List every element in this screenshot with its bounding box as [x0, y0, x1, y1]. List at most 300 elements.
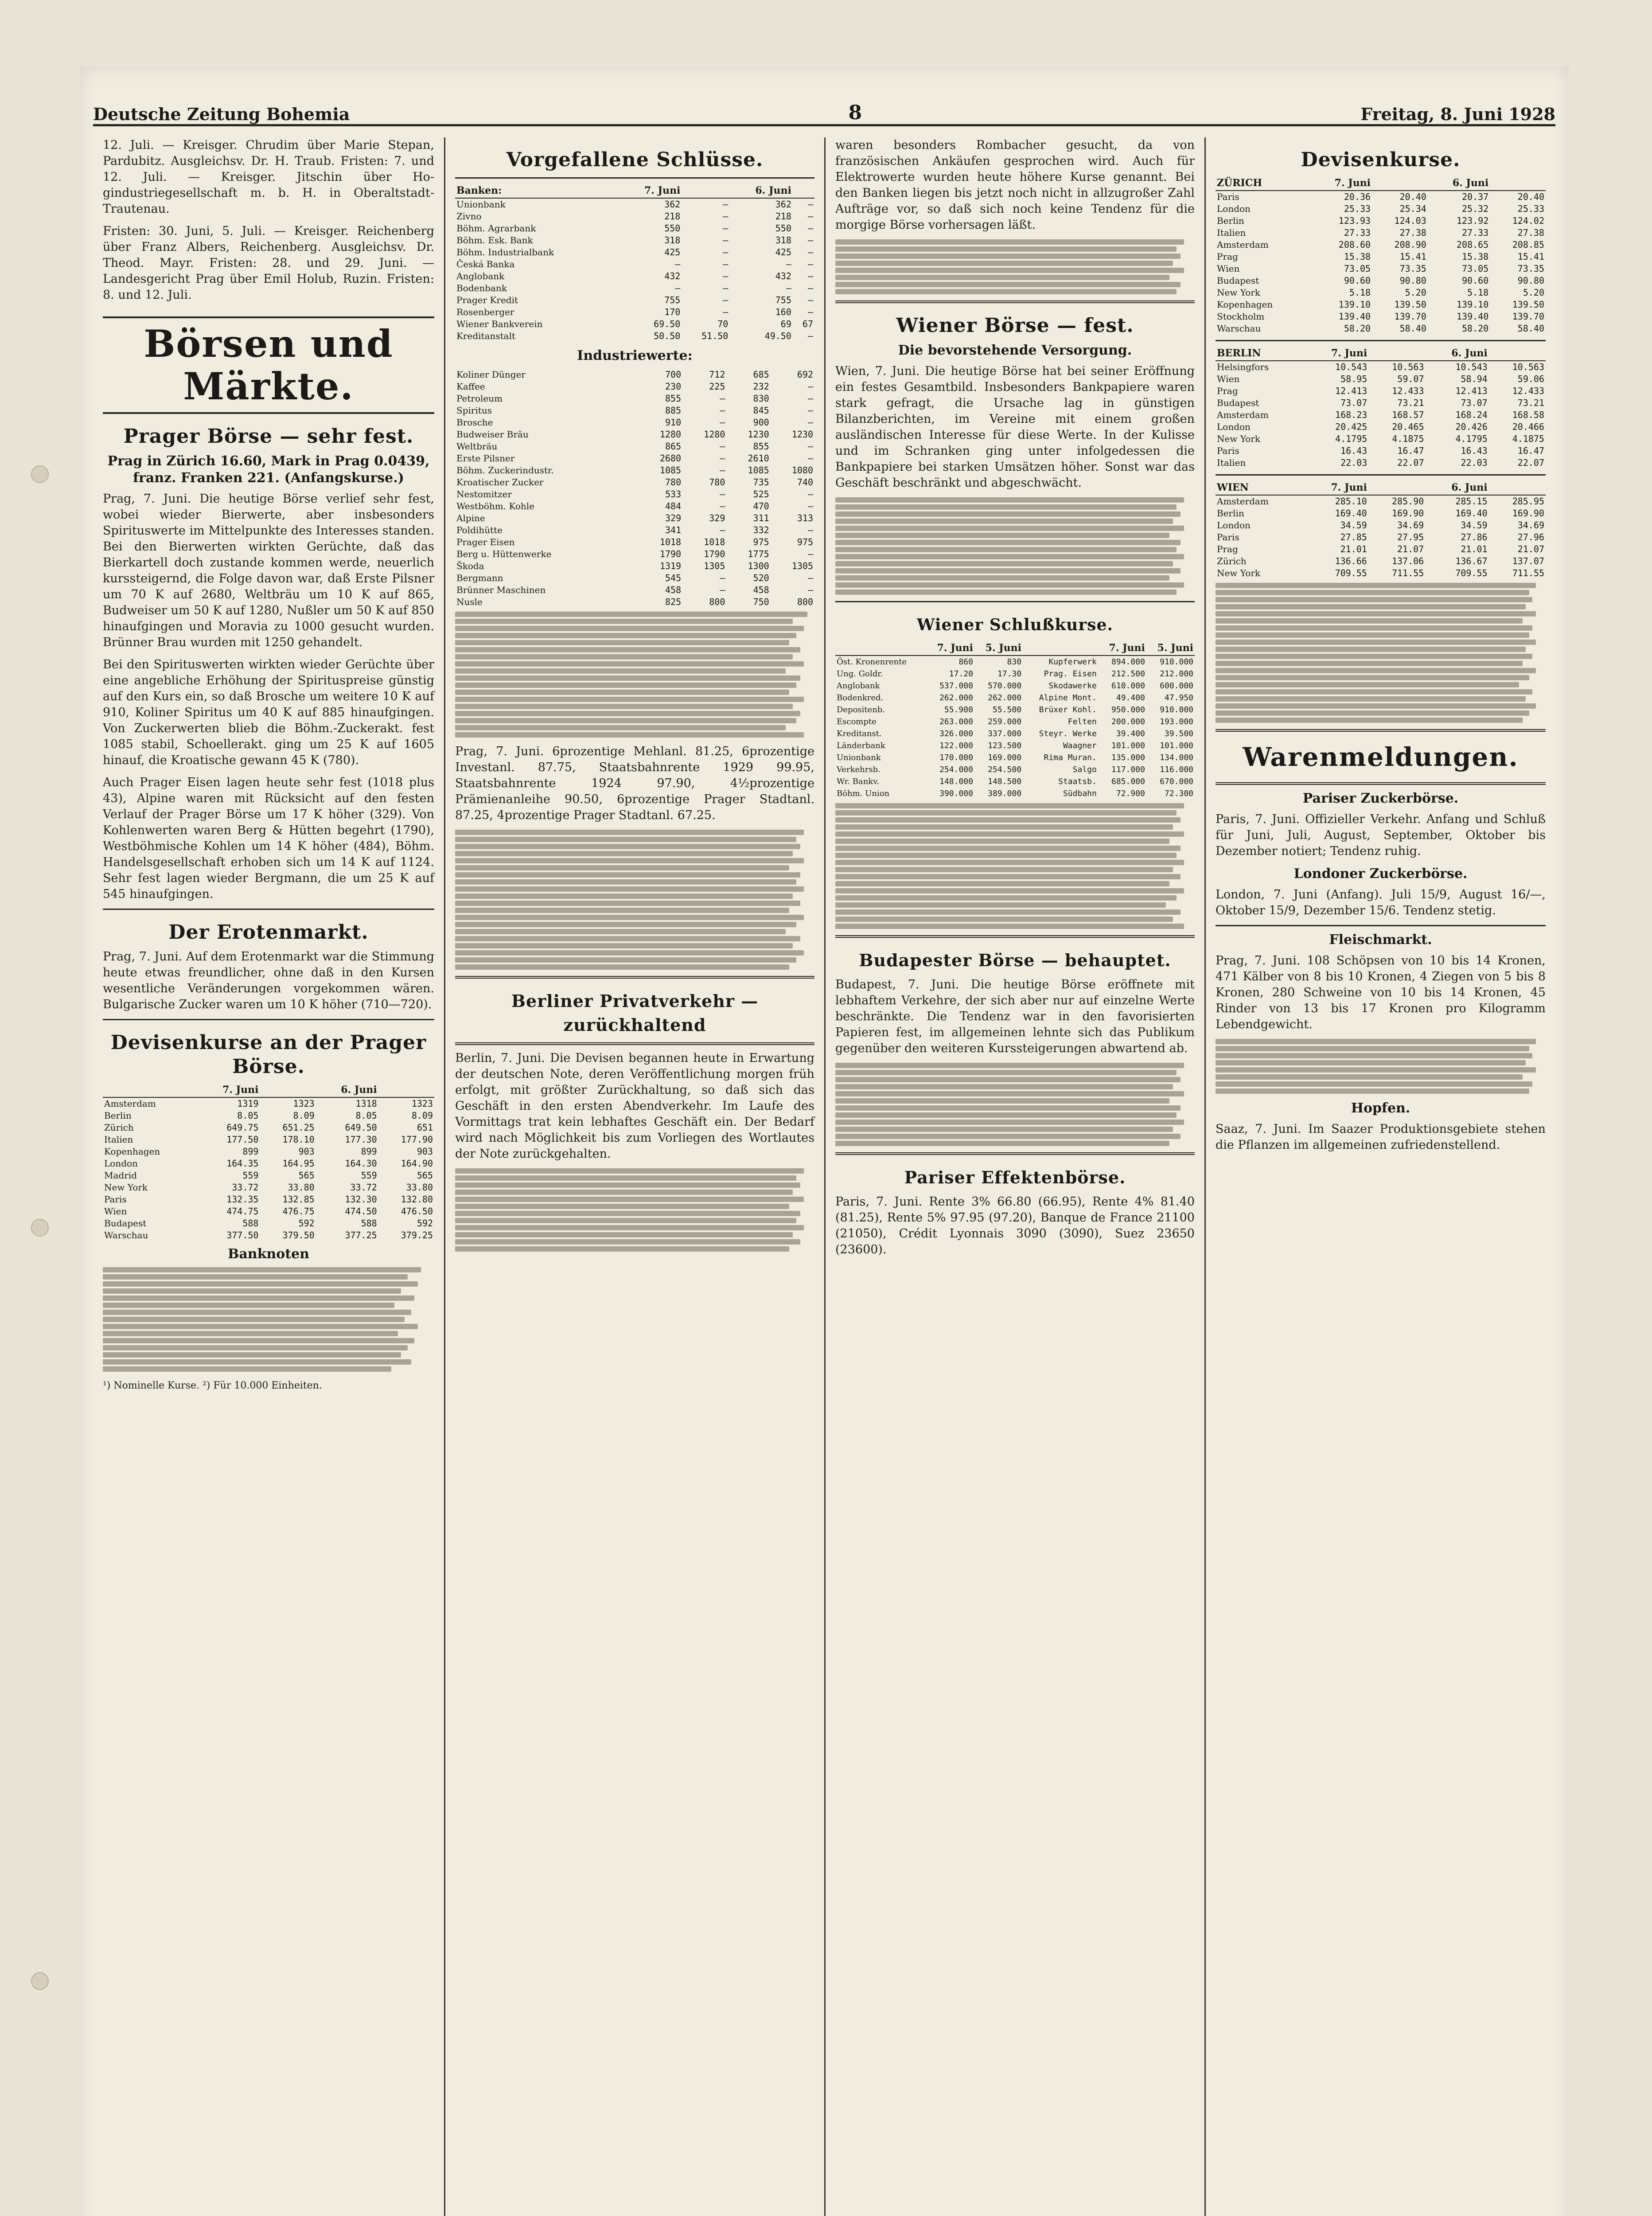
column-header: 7. Juni [1310, 176, 1372, 191]
table-row [1216, 227, 1546, 239]
table-cell: — [807, 453, 813, 464]
column-header [793, 184, 814, 198]
column-header [1023, 641, 1098, 655]
table-cell: 25.33 [1517, 203, 1544, 214]
table-header-row [835, 641, 1195, 655]
table-row [455, 548, 814, 560]
table-cell: 15.38 [1462, 251, 1489, 262]
industry-label: Industriewerte: [577, 348, 693, 363]
table-cell: 10.563 [1392, 362, 1424, 372]
table-cell: 148.500 [988, 777, 1022, 786]
table-row [835, 788, 1195, 800]
table-cell: 318 [775, 235, 791, 246]
table-cell: 670.000 [1160, 777, 1193, 786]
table-cell: Brüxer Kohl. [1039, 705, 1097, 714]
table-cell: 34.59 [1340, 520, 1367, 531]
table-row [1216, 495, 1546, 507]
table-cell: 16.47 [1397, 445, 1424, 456]
table-cell: 341 [665, 525, 682, 535]
column-header: 6. Juni [316, 1083, 378, 1097]
table-cell: — [723, 283, 729, 293]
table-cell: Alpine Mont. [1039, 693, 1097, 702]
row-label: New York [104, 1182, 148, 1193]
table-row [455, 405, 814, 417]
row-label: Ung. Goldr. [837, 669, 883, 679]
table-cell: 72.900 [1116, 789, 1145, 798]
table-cell: 476.75 [282, 1206, 315, 1217]
table-row [103, 1134, 434, 1146]
divider [1216, 729, 1546, 732]
article-paragraph: waren besonders Rombacher gesucht, da von französischen Ankäufen gesprochen wird. Auch für Elektrowerte wurden heute höhere Kurse genannt. Bei den Banken liegen bis jetzt noch nicht in allzugroßer Zahl Aufträge vor, so daß sich noch keine Tendenz für die morgige Börse vorhersagen läßt. [835, 138, 1195, 232]
row-label: Budapest [1217, 398, 1259, 408]
divider [1216, 474, 1546, 476]
row-label: Böhm. Industrialbank [456, 247, 554, 257]
table-cell: 750 [753, 597, 769, 607]
table-row [1216, 385, 1546, 397]
table-cell: 389.000 [988, 789, 1022, 798]
table-cell: 33.80 [288, 1182, 315, 1193]
table-row [835, 752, 1195, 764]
table-cell: 139.40 [1338, 311, 1371, 322]
table-cell: 825 [665, 597, 682, 607]
article-paragraph: Bei den Spirituswerten wirkten wieder Gerüchte über eine angebliche Erhöhung der Spirituspreise günstig auf den Kurs ein, so daß Brosche um weitere 10 K auf 910, Koliner Spiritus um 40 K auf 885 hinaufgingen. Von Zuckerwerten blieb die Böhm.-Zuckerakt. fest 1085 stabil, Schoellerakt. ging um 25 K auf 1605 hinauf, die Kroatische gewann 45 K (780). [103, 658, 434, 767]
table-cell: 73.35 [1399, 263, 1426, 274]
text-lines [835, 497, 1195, 595]
column-4 [1204, 137, 1555, 2216]
table-cell: 254.000 [939, 765, 973, 774]
table-cell: 73.35 [1517, 263, 1544, 274]
table-cell: 20.36 [1344, 191, 1371, 202]
table-cell: 139.70 [1394, 311, 1426, 322]
table-row [103, 1146, 434, 1158]
column-3 [824, 137, 1204, 2216]
table-cell: 73.05 [1462, 263, 1489, 274]
table-cell: 592 [298, 1218, 315, 1229]
table-cell: 34.59 [1461, 520, 1488, 531]
table-cell: 735 [753, 477, 769, 488]
row-label: Spiritus [456, 405, 492, 416]
table-cell: 565 [298, 1170, 315, 1181]
table-cell: 160 [775, 307, 791, 317]
table-cell: 123.93 [1338, 215, 1371, 226]
table-row [835, 740, 1195, 752]
table-row [103, 1206, 434, 1217]
table-cell: 709.55 [1335, 568, 1367, 578]
table-cell: 58.94 [1461, 374, 1488, 384]
table-row [455, 246, 814, 258]
table-cell: 379.50 [282, 1230, 315, 1241]
table-row [103, 1158, 434, 1170]
table-cell: 8.05 [355, 1110, 377, 1121]
table-cell: 10.543 [1455, 362, 1488, 372]
table-cell: 1775 [748, 549, 769, 559]
table-row [455, 222, 814, 234]
table-cell: 49.50 [764, 331, 791, 341]
table-cell: 67 [802, 319, 813, 329]
table-row [835, 704, 1195, 716]
page-header [93, 84, 1555, 126]
row-label: Brosche [456, 417, 493, 428]
table-cell: 134.000 [1160, 753, 1193, 762]
table-cell: 73.21 [1517, 398, 1544, 408]
table-cell: 208.85 [1512, 239, 1544, 250]
table-cell: 4.1875 [1512, 433, 1544, 444]
table-cell: 212.500 [1111, 669, 1145, 679]
table-cell: 1280 [659, 429, 682, 440]
table-cell: 20.40 [1399, 191, 1426, 202]
table-cell: 27.86 [1461, 532, 1488, 542]
row-label: Bodenkred. [837, 693, 884, 702]
table-cell: — [807, 549, 813, 559]
table-cell: 136.66 [1335, 556, 1367, 566]
table-cell: 1323 [293, 1098, 315, 1109]
table-row [455, 429, 814, 441]
table-cell: 139.50 [1394, 299, 1426, 310]
table-cell: — [720, 453, 725, 464]
row-label: New York [1217, 568, 1260, 578]
row-label: Kroatischer Zucker [456, 477, 544, 488]
table-row [835, 668, 1195, 680]
table-cell: 800 [797, 597, 813, 607]
row-label: London [1217, 520, 1251, 531]
table-cell: 432 [664, 271, 681, 281]
table-cell: 610.000 [1111, 681, 1145, 691]
table-row [455, 282, 814, 294]
divider [455, 976, 814, 979]
table-cell: 651.25 [282, 1122, 315, 1133]
table-cell: 651 [417, 1122, 433, 1133]
table-cell: 139.40 [1456, 311, 1489, 322]
table-cell: 117.000 [1111, 765, 1145, 774]
table-cell: 2680 [659, 453, 682, 464]
column-header: ZÜRICH [1216, 176, 1310, 191]
row-label: Koliner Dünger [456, 369, 526, 380]
table-row [103, 1122, 434, 1134]
row-label: Böhm. Esk. Bank [456, 235, 533, 246]
row-label: Prag [1217, 544, 1238, 554]
table-cell: 830 [753, 393, 769, 404]
table-cell: 975 [797, 537, 813, 547]
table-cell: 139.10 [1338, 299, 1371, 310]
table-cell: 168.58 [1512, 410, 1544, 420]
newspaper-page [80, 66, 1569, 2216]
table-cell: 101.000 [1111, 741, 1145, 750]
row-label: Škoda [456, 561, 484, 571]
table-cell: 25.34 [1399, 203, 1426, 214]
table-cell: 73.05 [1344, 263, 1371, 274]
table-cell: 458 [753, 585, 769, 595]
table-cell: 520 [753, 573, 769, 583]
table-row [455, 488, 814, 500]
table-row [1216, 203, 1546, 215]
vienna-closing-heading: Wiener Schlußkurse. [916, 616, 1114, 634]
table-cell: 711.55 [1391, 568, 1424, 578]
page-number: 8 [848, 101, 862, 124]
prague-exchange-subheading: Prag in Zürich 16.60, Mark in Prag 0.0439, franz. Franken 221. (Anfangskurse.) [107, 453, 430, 486]
table-row [455, 294, 814, 306]
table-row [455, 453, 814, 464]
table-row [455, 381, 814, 393]
hopfen-heading: Hopfen. [1351, 1100, 1410, 1116]
text-lines [835, 803, 1195, 929]
table-cell: — [807, 381, 813, 392]
table-row [455, 330, 814, 342]
table-row [835, 655, 1195, 668]
table-cell: 123.500 [988, 741, 1022, 750]
table-cell: 20.465 [1392, 421, 1424, 432]
table-cell: — [723, 199, 729, 210]
table-cell: 33.80 [406, 1182, 433, 1193]
row-label: New York [1217, 287, 1260, 298]
bank-table [455, 184, 814, 342]
row-label: Böhm. Zuckerindustr. [456, 465, 554, 476]
row-label: Depositenb. [837, 705, 885, 714]
table-cell: 168.24 [1455, 410, 1488, 420]
table-row [103, 1110, 434, 1122]
table-cell: 780 [665, 477, 682, 488]
column-header [835, 641, 926, 655]
fleisch-heading: Fleischmarkt. [1329, 932, 1432, 948]
table-header-row [455, 184, 814, 198]
table-row [455, 572, 814, 584]
row-label: Erste Pilsner [456, 453, 515, 464]
vienna-closing-table [835, 641, 1195, 800]
row-label: Berlin [104, 1110, 132, 1121]
table-cell: 22.03 [1461, 457, 1488, 468]
divider [835, 601, 1195, 602]
table-cell: 1319 [237, 1098, 259, 1109]
row-label: London [1217, 421, 1251, 432]
table-cell: 34.69 [1397, 520, 1424, 531]
table-cell: 318 [664, 235, 681, 246]
row-label: London [1217, 203, 1251, 214]
table-cell: 685 [753, 369, 769, 380]
table-cell: — [807, 441, 813, 452]
table-cell: 27.33 [1344, 227, 1371, 238]
table-row [1216, 409, 1546, 421]
table-row [455, 234, 814, 246]
table-cell: 101.000 [1160, 741, 1193, 750]
table-cell: — [807, 573, 813, 583]
table-cell: 910 [665, 417, 682, 428]
table-header-row [1216, 176, 1546, 191]
table-cell: 90.60 [1462, 275, 1489, 286]
row-label: Böhm. Agrarbank [456, 223, 536, 234]
row-label: Prager Kredit [456, 295, 518, 305]
table-cell: 124.03 [1394, 215, 1426, 226]
table-row [103, 1097, 434, 1110]
table-cell: 58.40 [1399, 323, 1426, 334]
table-cell: 1085 [659, 465, 682, 476]
table-cell: Waagner [1063, 741, 1097, 750]
row-label: Kreditanstalt [456, 331, 516, 341]
table-cell: 362 [664, 199, 681, 210]
table-row [835, 776, 1195, 788]
table-cell: 894.000 [1111, 657, 1145, 667]
divider [455, 1042, 814, 1045]
table-row [103, 1229, 434, 1241]
table-row [1216, 299, 1546, 311]
table-row [455, 512, 814, 524]
table-cell: 139.50 [1512, 299, 1544, 310]
table-cell: 21.07 [1517, 544, 1544, 554]
table-row [1216, 555, 1546, 567]
table-cell: 10.543 [1335, 362, 1368, 372]
column-header: Banken: [455, 184, 619, 198]
table-cell: 740 [797, 477, 813, 488]
table-cell: 193.000 [1160, 717, 1193, 726]
table-cell: 390.000 [939, 789, 973, 798]
table-cell: 208.90 [1394, 239, 1426, 250]
row-label: Paris [104, 1194, 127, 1205]
column-header [103, 1083, 197, 1097]
table-cell: 329 [709, 513, 725, 523]
row-label: Alpine [456, 513, 485, 523]
table-cell: 903 [298, 1146, 315, 1157]
table-cell: 470 [753, 501, 769, 511]
table-cell: 22.07 [1397, 457, 1424, 468]
table-cell: 533 [665, 489, 682, 499]
binding-hole-icon [31, 1219, 49, 1237]
table-cell: 780 [709, 477, 725, 488]
table-cell: — [786, 259, 791, 269]
table-cell: 47.950 [1164, 693, 1193, 702]
table-cell: 73.21 [1397, 398, 1424, 408]
table-cell: 132.35 [226, 1194, 259, 1205]
article-paragraph: Prag, 7. Juni. Die heutige Börse verlief sehr fest, wobei wieder Bierwerte, aber insbesonders Spirituswerte im Mittelpunkte des Interesses standen. Bei den Bierwerten wirkten Gerüchte, daß das Bierkartell doch zustande kommen werde, neuerlich kurssteigernd, die Folge davon war, daß Erste Pilsner um 70 K auf 2680, Weltbräu um 10 K auf 865, Budweiser um 50 K auf 1280, Nußler um 50 K auf 850 hinaufgingen und Moravia zu 1000 gesucht wurden. Brünner Brau wurden mit 1250 gehandelt. [103, 492, 434, 649]
column-header [378, 1083, 434, 1097]
table-row [1216, 457, 1546, 469]
table-cell: 484 [665, 501, 682, 511]
table-cell: 25.33 [1344, 203, 1371, 214]
table-cell: 709.55 [1455, 568, 1488, 578]
column-header [682, 184, 729, 198]
table-row [103, 1217, 434, 1229]
column-header: 7. Juni [197, 1083, 260, 1097]
table-cell: 474.75 [226, 1206, 259, 1217]
table-cell: 313 [797, 513, 813, 523]
table-cell: 27.95 [1397, 532, 1424, 542]
table-cell: 588 [361, 1218, 377, 1229]
table-cell: 137.07 [1512, 556, 1544, 566]
table-cell: — [723, 235, 729, 246]
table-cell: 1018 [704, 537, 725, 547]
table-cell: Prag. Eisen [1044, 669, 1097, 679]
table-row [1216, 531, 1546, 543]
table-cell: 73.07 [1340, 398, 1368, 408]
table-cell: 950.000 [1111, 705, 1145, 714]
table-cell: 712 [709, 369, 725, 380]
table-cell: — [807, 307, 813, 317]
divider [1216, 782, 1546, 785]
row-label: Wiener Bankverein [456, 319, 543, 329]
table-cell: 69.50 [654, 319, 681, 329]
row-label: Zürich [1217, 556, 1247, 566]
table-row [1216, 421, 1546, 433]
table-cell: 169.90 [1512, 508, 1544, 519]
budapest-heading: Budapester Börse — behauptet. [859, 950, 1171, 970]
table-row [455, 318, 814, 330]
table-row [455, 306, 814, 318]
table-cell: 1300 [748, 561, 769, 571]
table-row [1216, 239, 1546, 251]
row-label: Amsterdam [104, 1098, 156, 1109]
table-row [455, 441, 814, 453]
table-cell: 855 [665, 393, 682, 404]
table-row [835, 728, 1195, 740]
column-header [1368, 347, 1425, 361]
table-cell: 1305 [704, 561, 725, 571]
table-cell: 592 [417, 1218, 433, 1229]
table-cell: — [807, 199, 813, 210]
table-row [1216, 251, 1546, 263]
text-lines [835, 239, 1195, 294]
text-lines [1216, 1039, 1546, 1094]
table-cell: — [807, 489, 813, 499]
row-label: Nestomitzer [456, 489, 512, 499]
table-cell: 170.000 [939, 753, 973, 762]
table-cell: 685.000 [1111, 777, 1145, 786]
table-cell: 458 [665, 585, 682, 595]
table-row [455, 258, 814, 270]
table-cell: 425 [664, 247, 681, 257]
divider [103, 1019, 434, 1020]
berlin-table [1216, 347, 1546, 469]
prague-exchange-heading: Prager Börse — sehr fest. [123, 425, 414, 448]
table-cell: — [720, 573, 725, 583]
binding-hole-icon [31, 1972, 49, 1990]
table-cell: 139.70 [1512, 311, 1544, 322]
table-cell: 311 [753, 513, 769, 523]
table-cell: — [807, 417, 813, 428]
table-row [455, 464, 814, 476]
table-cell: 58.20 [1344, 323, 1371, 334]
row-label: Wien [104, 1206, 127, 1217]
table-cell: 285.15 [1455, 496, 1488, 507]
table-cell: 1280 [704, 429, 725, 440]
column-header: WIEN [1216, 481, 1305, 495]
table-cell: 20.37 [1462, 191, 1489, 202]
table-cell: 21.07 [1397, 544, 1424, 554]
table-cell: 58.40 [1517, 323, 1544, 334]
table-cell: 90.80 [1517, 275, 1544, 286]
row-label: Escompte [837, 717, 877, 726]
table-cell: 12.433 [1512, 386, 1544, 396]
article-paragraph: Prag, 7. Juni. 108 Schöpsen von 10 bis 14 Kronen, 471 Kälber von 8 bis 10 Kronen, 4 Ziegen von 5 bis 8 Kronen, 280 Schweine von 10 bis 14 Kronen, 45 Rinder von 13 bis 17 Kronen pro Kilogramm Lebendgewicht. [1216, 954, 1546, 1031]
table-row [835, 680, 1195, 692]
table-cell: 910.000 [1160, 657, 1193, 667]
table-cell: — [807, 331, 813, 341]
column-header [1372, 176, 1428, 191]
table-cell: 600.000 [1160, 681, 1193, 691]
column-header: 6. Juni [1428, 176, 1490, 191]
article-paragraph: Paris, 7. Juni. Rente 3% 66.80 (66.95), Rente 4% 81.40 (81.25), Rente 5% 97.95 (97.20), Banque de France 21100 (21050), Crédit Lyonnais 3090 (3090), Suez 23650 (23600). [835, 1195, 1195, 1256]
table-cell: 177.90 [401, 1134, 433, 1145]
table-cell: 124.02 [1512, 215, 1544, 226]
article-paragraph: Saaz, 7. Juni. Im Saazer Produktionsgebiete stehen die Pflanzen im allgemeinen zufriedenstellend. [1216, 1122, 1546, 1152]
table-row [455, 417, 814, 429]
table-cell: 474.50 [345, 1206, 377, 1217]
row-label: Weltbräu [456, 441, 498, 452]
table-cell: 33.72 [350, 1182, 377, 1193]
table-cell: 59.06 [1517, 374, 1544, 384]
row-label: Unionbank [837, 753, 881, 762]
table-row [1216, 275, 1546, 287]
table-cell: 20.426 [1455, 421, 1488, 432]
table-cell: 476.50 [401, 1206, 433, 1217]
market-heading: Der Erotenmarkt. [168, 921, 369, 944]
table-cell: — [720, 417, 725, 428]
